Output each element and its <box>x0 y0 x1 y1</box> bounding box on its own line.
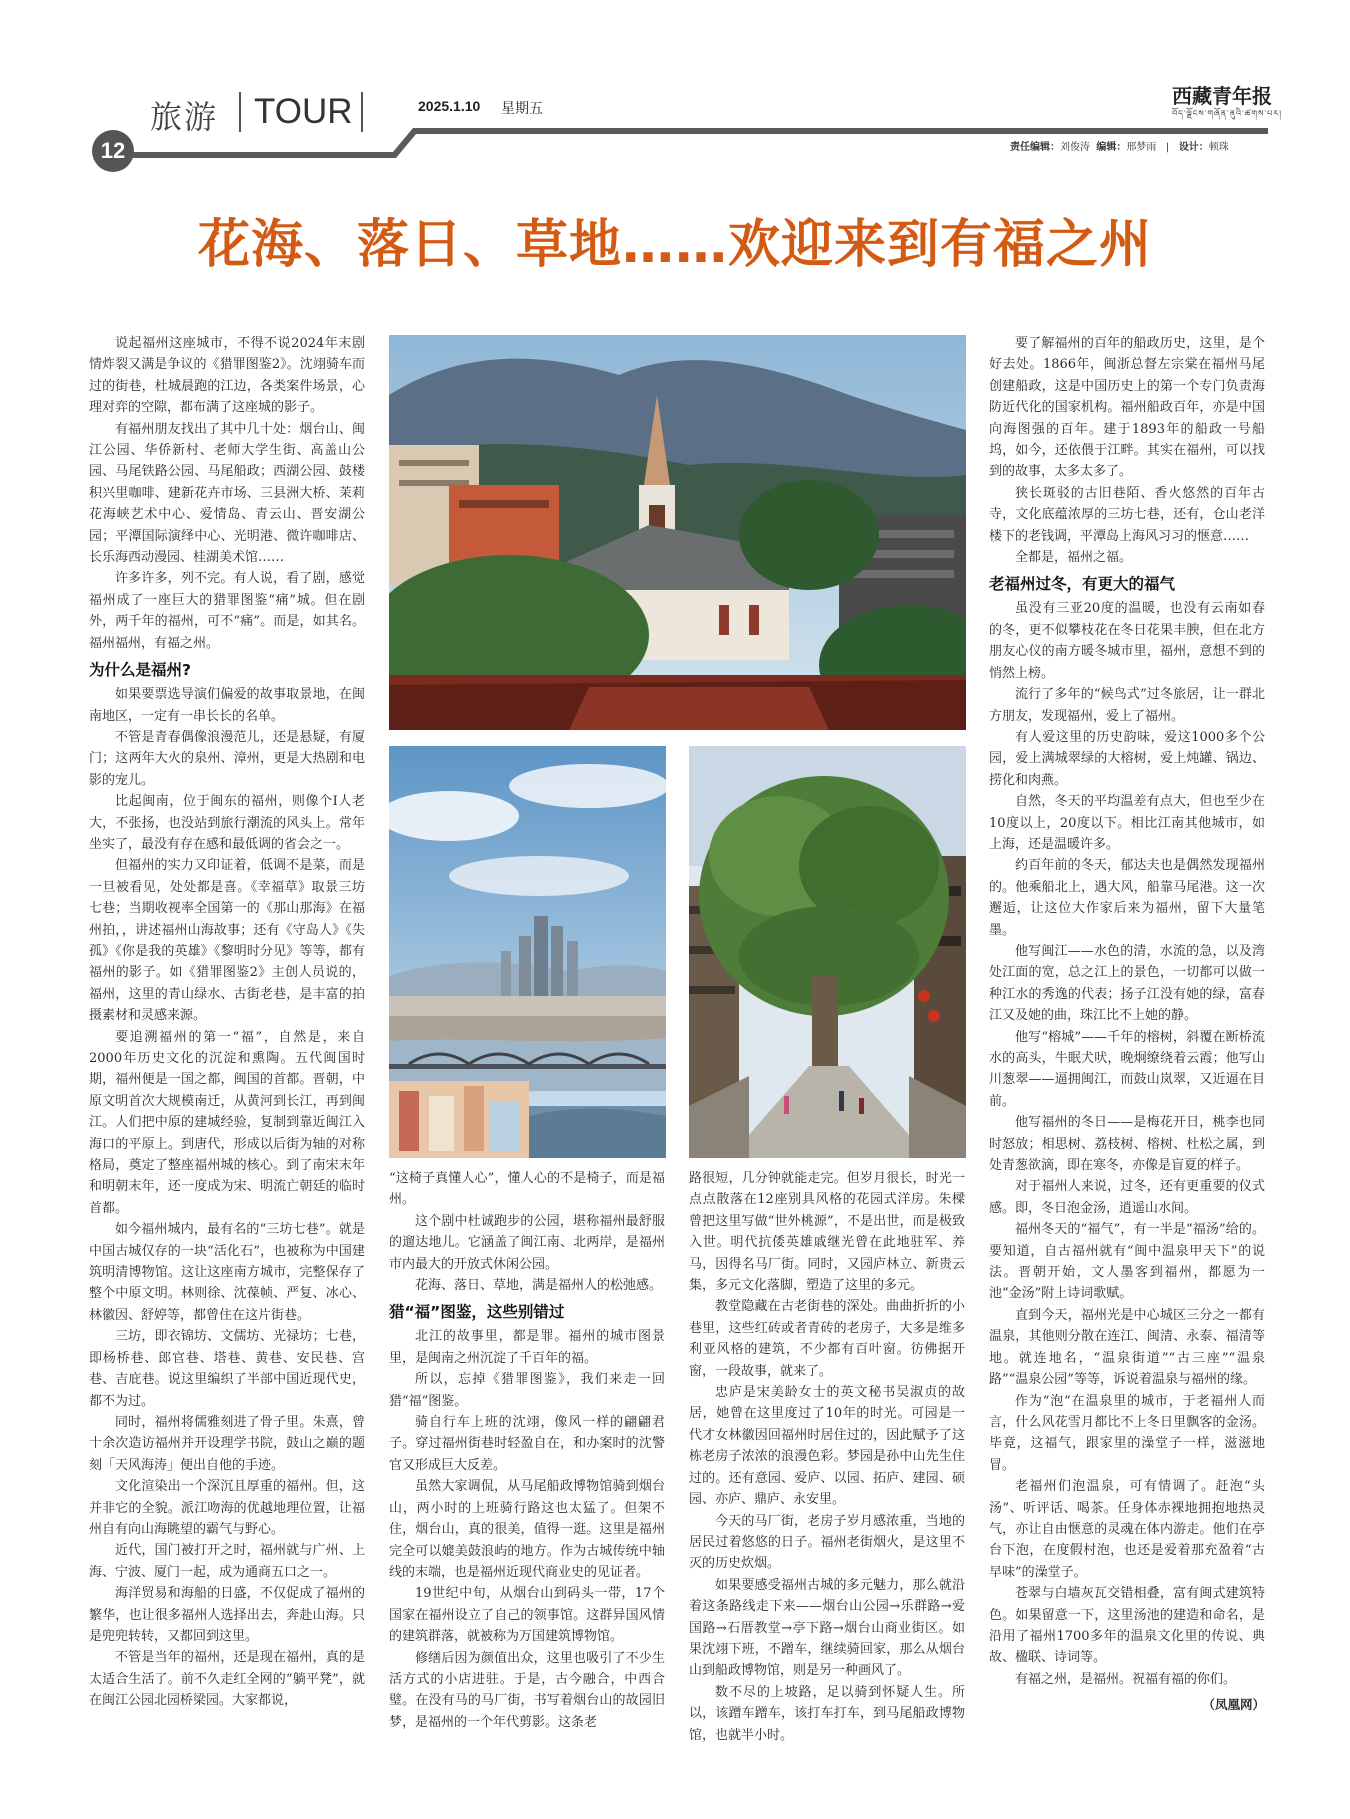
article-column-2 <box>389 1168 665 1733</box>
paragraph: 如今福州城内，最有名的“三坊七巷”。就是中国古城仅存的一块“活化石”，也被称为中国建筑明清博物馆。这让这座南方城市，完整保存了整个中原文明。林则徐、沈葆帧、严复、冰心、林徽因、舒婷等，都曾住在这片街巷。 <box>89 1222 365 1323</box>
paragraph: 北江的故事里，都是罪。福州的城市图景里，是闽南之州沉淀了千百年的福。 <box>389 1329 665 1366</box>
paragraph: 自然，冬天的平均温差有点大，但也至少在10度以上，20度以下。相比江南其他城市，如上海，还是温暖许多。 <box>989 794 1265 852</box>
paragraph: 骑自行车上班的沈翊，像风一样的翩翩君子。穿过福州街巷时轻盈自在，和办案时的沈警官又形成巨大反差。 <box>389 1415 665 1473</box>
paragraph: 老福州们泡温泉，可有情调了。赶泡“头汤”、听评话、喝茶。任身体赤裸地拥抱地热灵气，亦让自由惬意的灵魂在体内游走。他们在亭台下泡，在度假村泡，也还是爱着那充盈着“古早味”的澡堂子。 <box>989 1479 1265 1580</box>
paragraph: 不管是当年的福州，还是现在福州，真的是太适合生活了。前不久走红全网的“躺平凳”，就在闽江公园北园桥梁园。大家都说， <box>89 1650 365 1709</box>
paragraph: 流行了多年的“候鸟式”过冬旅居，让一群北方朋友，发现福州，爱上了福州。 <box>989 687 1265 724</box>
paragraph: 福州冬天的“福气”，有一半是“福汤”给的。要知道，自古福州就有“闽中温泉甲天下”的说法。晋朝开始，文人墨客到福州，都愿为一池“金汤”附上诗词歌赋。 <box>989 1222 1265 1302</box>
editor-label: 责任编辑： <box>1010 142 1060 153</box>
paragraph: 同时，福州将儒雅刻进了骨子里。朱熹，曾十余次造访福州并开设理学书院，鼓山之巅的题刻「天风海涛」便出自他的手迹。 <box>89 1414 365 1473</box>
paragraph: 苍翠与白墙灰瓦交错相叠，富有闽式建筑特色。如果留意一下，这里汤池的建造和命名，是沿用了福州1700多年的温泉文化里的传说、典故、楹联、诗词等。 <box>989 1586 1265 1666</box>
editor2-name: 邢梦雨 <box>1126 142 1157 153</box>
issue-date: 2025.1.10 <box>418 98 481 114</box>
banyan-street-photo <box>689 746 966 1158</box>
designer-label: 设计： <box>1178 142 1209 153</box>
city-bridge-photo <box>389 746 666 1158</box>
paragraph: 所以，忘掉《猎罪图鉴》，我们来走一回猎“福”图鉴。 <box>389 1372 665 1409</box>
article-column-3 <box>689 1168 965 1746</box>
headline: 花海、落日、草地……欢迎来到有福之州 <box>197 215 1152 275</box>
paragraph: 他写“榕城”——千年的榕树，斜覆在断桥流水的高头，牛眠犬吠，晚炯缭绕着云霞；他写山川葱翠——逼拥闽江，而鼓山岚翠，又近逼在目前。 <box>989 1029 1265 1109</box>
editor2-label: 编辑： <box>1096 142 1127 153</box>
paragraph: 数不尽的上坡路，足以骑到怀疑人生。所以，该蹭车蹭车，该打车打车，到马尾船政博物馆，也就半小时。 <box>689 1684 965 1743</box>
designer-name: 顿珠 <box>1208 142 1229 153</box>
paragraph: 不管是青春偶像浪漫范儿，还是悬疑，有厦门；这两年大火的泉州、漳州，更是大热剧和电影的宠儿。 <box>89 729 365 788</box>
article-column-4 <box>989 333 1265 1716</box>
article-column-1 <box>89 333 365 1712</box>
paragraph: 有福之州，是福州。祝福有福的你们。 <box>1015 1671 1237 1687</box>
paragraph: 狭长斑驳的古旧巷陌、香火悠然的百年古寺，文化底蕴浓厚的三坊七巷，还有，仓山老洋楼下的老钱调，平潭岛上海风习习的惬意…… <box>989 485 1265 544</box>
article-source: （凤凰网） <box>1202 1697 1265 1713</box>
section-title-en: TOUR <box>254 92 353 131</box>
paragraph: 海洋贸易和海船的日盛，不仅促成了福州的繁华，也让很多福州人选择出去，奔赴山海。只是兜兜转转，又都回到这里。 <box>89 1586 365 1644</box>
paragraph: 三坊，即衣锦坊、文儒坊、光禄坊；七巷，即杨桥巷、郎官巷、塔巷、黄巷、安民巷、宫巷、吉庇巷。说这里编织了半部中国近现代史，都不为过。 <box>89 1329 365 1409</box>
paragraph: 约百年前的冬天，郁达夫也是偶然发现福州的。他乘船北上，遇大风，船靠马尾港。这一次邂逅，让这位大作家后来为福州，留下大量笔墨。 <box>989 858 1265 938</box>
newspaper-name-tibetan: བོད་ལྗོངས་གཞོན་ནུའི་ཚགས་པར། <box>1172 109 1282 118</box>
paragraph: 文化渲染出一个深沉且厚重的福州。但，这并非它的全貌。派江吻海的优越地理位置，让福州自有向山海眺望的霸气与野心。 <box>89 1479 365 1537</box>
paragraph: 他写福州的冬日——是梅花开日，桃李也同时怒放；相思树、荔枝树、榕树、杜松之属，到处青葱欲滴，即在寒冬，亦像是盲夏的样子。 <box>989 1115 1265 1174</box>
paragraph: 作为“泡”在温泉里的城市，于老福州人而言，什么风花雪月都比不上冬日里飘客的金汤。毕竟，这福气，跟家里的澡堂子一样，滋滋地冒。 <box>989 1393 1265 1473</box>
editor-name: 刘俊涛 <box>1060 142 1090 153</box>
paragraph: 比起闽南，位于闽东的福州，则像个I人老大，不张扬，也没站到旅行潮流的风头上。常年坐实了，最没有存在感和最低调的省会之一。 <box>89 794 365 852</box>
paragraph: 有福州朋友找出了其中几十处：烟台山、闽江公园、华侨新村、老师大学生街、高盖山公园、马尾铁路公园、马尾船政；西湖公园、鼓楼积兴里咖啡、建新花卉市场、三县洲大桥、茉莉花海峡艺术中心、爱情岛、青云山、晋安湖公园；平潭国际演绎中心、光明港、微许咖啡店、长乐海西动漫园、桂湖美术馆…… <box>89 421 365 566</box>
paragraph: 要了解福州的百年的船政历史，这里，是个好去处。1866年，闽浙总督左宗棠在福州马尾创建船政，这是中国历史上的第一个专门负责海防近代化的国家机构。福州船政百年，亦是中国向海图强的百年。建于1893年的船政一号船坞，如今，还依偎于江畔。其实在福州，可以找到的故事，太多太多了。 <box>989 336 1265 480</box>
paragraph: 直到今天，福州光是中心城区三分之一都有温泉，其他则分散在连江、闽清、永泰、福清等地。就连地名，“温泉街道”“古三座”“温泉路”“温泉公园”等等，诉说着温泉与福州的缘。 <box>989 1307 1265 1388</box>
paragraph: 如果要票选导演们偏爱的故事取景地，在闽南地区，一定有一串长长的名单。 <box>89 687 365 724</box>
paragraph: 全都是，福州之福。 <box>1015 550 1133 566</box>
paragraph: 修缮后因为颜值出众，这里也吸引了不少生活方式的小店进驻。于是，古今融合，中西合璧。在没有马的马厂街，书写着烟台山的故园旧梦，是福州的一个年代剪影。这条老 <box>389 1650 665 1730</box>
paragraph: 如果要感受福州古城的多元魅力，那么就沿着这条路线走下来——烟台山公园→乐群路→爱国路→石厝教堂→亭下路→烟台山商业街区。如果沈翊下班，不蹭车，继续骑回家，那么从烟台山到船政博物馆，则是另一种画风了。 <box>689 1577 965 1679</box>
section-title-cn: 旅游 <box>150 98 219 136</box>
paragraph: 花海、落日、草地，满是福州人的松弛感。 <box>415 1278 663 1294</box>
paragraph: 19世纪中旬，从烟台山到码头一带，17个国家在福州设立了自己的领事馆。这群异国风情的建筑群落，就被称为万国建筑博物馆。 <box>389 1586 665 1645</box>
subheading-why-fuzhou: 为什么是福州? <box>89 661 191 680</box>
paragraph: 有人爱这里的历史韵味，爱这1000多个公园，爱上满城翠绿的大榕树，爱上炖罐、锅边、捞化和肉燕。 <box>989 729 1265 788</box>
paragraph: 虽没有三亚20度的温暖，也没有云南如春的冬，更不似攀枝花在冬日花果丰腴，但在北方朋友心仪的南方暖冬城市里，福州，意想不到的悄然上榜。 <box>989 601 1265 681</box>
paragraph: 教堂隐藏在古老街巷的深处。曲曲折折的小巷里，这些红砖或者青砖的老房子，大多是维多利亚风格的建筑，不少都有百叶窗。彷佛据开窗，一段故事，就来了。 <box>689 1299 965 1379</box>
page-number: 12 <box>92 130 134 172</box>
issue-weekday: 星期五 <box>501 101 543 117</box>
paragraph: “这椅子真懂人心”，懂人心的不是椅子，而是福州。 <box>389 1171 665 1208</box>
paragraph: 近代，国门被打开之时，福州就与广州、上海、宁波、厦门一起，成为通商五口之一。 <box>89 1543 365 1580</box>
paragraph: 虽然大家调侃，从马尾船政博物馆骑到烟台山，两小时的上班骑行路这也太猛了。但架不住，烟台山，真的很美，值得一逛。这里是福州完全可以媲美鼓浪屿的地方。作为古城传统中轴线的末端，也是福州近现代商业史的见证者。 <box>389 1479 665 1580</box>
paragraph: 对于福州人来说，过冬，还有更重要的仪式感。即，冬日泡金汤，逍遥山水间。 <box>989 1179 1265 1216</box>
newspaper-name: 西藏青年报 <box>1172 84 1272 108</box>
subheading-winter: 老福州过冬，有更大的福气 <box>989 575 1176 594</box>
subheading-hunting-fu: 猎“福”图鉴，这些别错过 <box>389 1303 565 1322</box>
paragraph: 他写闽江——水色的清，水流的急，以及湾处江面的宽，总之江上的景色，一切都可以做一种江水的秀逸的代表；扬子江没有她的绿，富春江又及她的曲，珠江比不上她的静。 <box>989 943 1265 1024</box>
paragraph: 路很短，几分钟就能走完。但岁月很长，时光一点点散落在12座别具风格的花园式洋房。朱樑曾把这里写做“世外桃源”，不是出世，而是极致入世。明代抗倭英雄戚继光曾在此地驻军、养马，因得名马厂街。同时，又园庐林立、新贵云集，多元文化落脚，塑造了这里的多元。 <box>689 1171 965 1294</box>
church-hill-photo <box>389 335 966 730</box>
header-rule <box>0 0 1350 180</box>
paragraph: 但福州的实力又印证着，低调不是菜，而是一旦被看见，处处都是喜。《幸福草》取景三坊七巷；当期收视率全国第一的《那山那海》在福州拍，，讲述福州山海故事；还有《守岛人》《失孤》《你是我的英雄》《黎明时分见》等等，都有福州的影子。如《猎罪图鉴2》主创人员说的，福州，这里的青山绿水、古街老巷，是丰富的拍摄素材和灵感来源。 <box>89 858 365 1024</box>
paragraph: 这个剧中杜诚跑步的公园，堪称福州最舒服的遛达地儿。它涵盖了闽江南、北两岸，是福州市内最大的开放式休闲公园。 <box>389 1213 665 1272</box>
paragraph: 今天的马厂街，老房子岁月感浓重，当地的居民过着悠悠的日子。福州老街烟火，是这里不灭的历史炊烟。 <box>689 1513 965 1572</box>
paragraph: 说起福州这座城市，不得不说2024年末剧情炸裂又满是争议的《猎罪图鉴2》。沈翊骑车而过的街巷，杜城晨跑的江边，各类案件场景，心理对弈的空隙，都布满了这座城的影子。 <box>89 336 365 416</box>
paragraph: 许多许多，列不完。有人说，看了剧，感觉福州成了一座巨大的猎罪图鉴“痛”城。但在剧外，两千年的福州，可不“痛”。而是，如其名。福州福州，有福之州。 <box>89 571 365 651</box>
editor-credits: 责任编辑：刘俊涛 编辑：邢梦雨 | 设计：顿珠 <box>1010 142 1229 153</box>
paragraph: 要追溯福州的第一“福”，自然是，来自2000年历史文化的沉淀和熏陶。五代闽国时期，福州便是一国之都，闽国的首都。晋朝，中原文明首次大规模南迁，从黄河到长江，再到闽江。人们把中原的建城经验，复制到靠近闽江入海口的平原上。到唐代，形成以后街为轴的对称格局，奠定了整座福州城的核心。到了南宋末年和明朝末年，还一度成为宋、明流亡朝廷的临时首都。 <box>89 1029 365 1216</box>
paragraph: 忠庐是宋美龄女士的英文秘书吴淑贞的故居，她曾在这里度过了10年的时光。可园是一代才女林徽因回福州时居住过的，因此赋予了这栋老房子浓浓的浪漫色彩。梦园是孙中山先生住过的。还有意园、爱庐、以园、拓庐、建园、硕园、亦庐、鼎庐、永安里。 <box>689 1385 965 1508</box>
